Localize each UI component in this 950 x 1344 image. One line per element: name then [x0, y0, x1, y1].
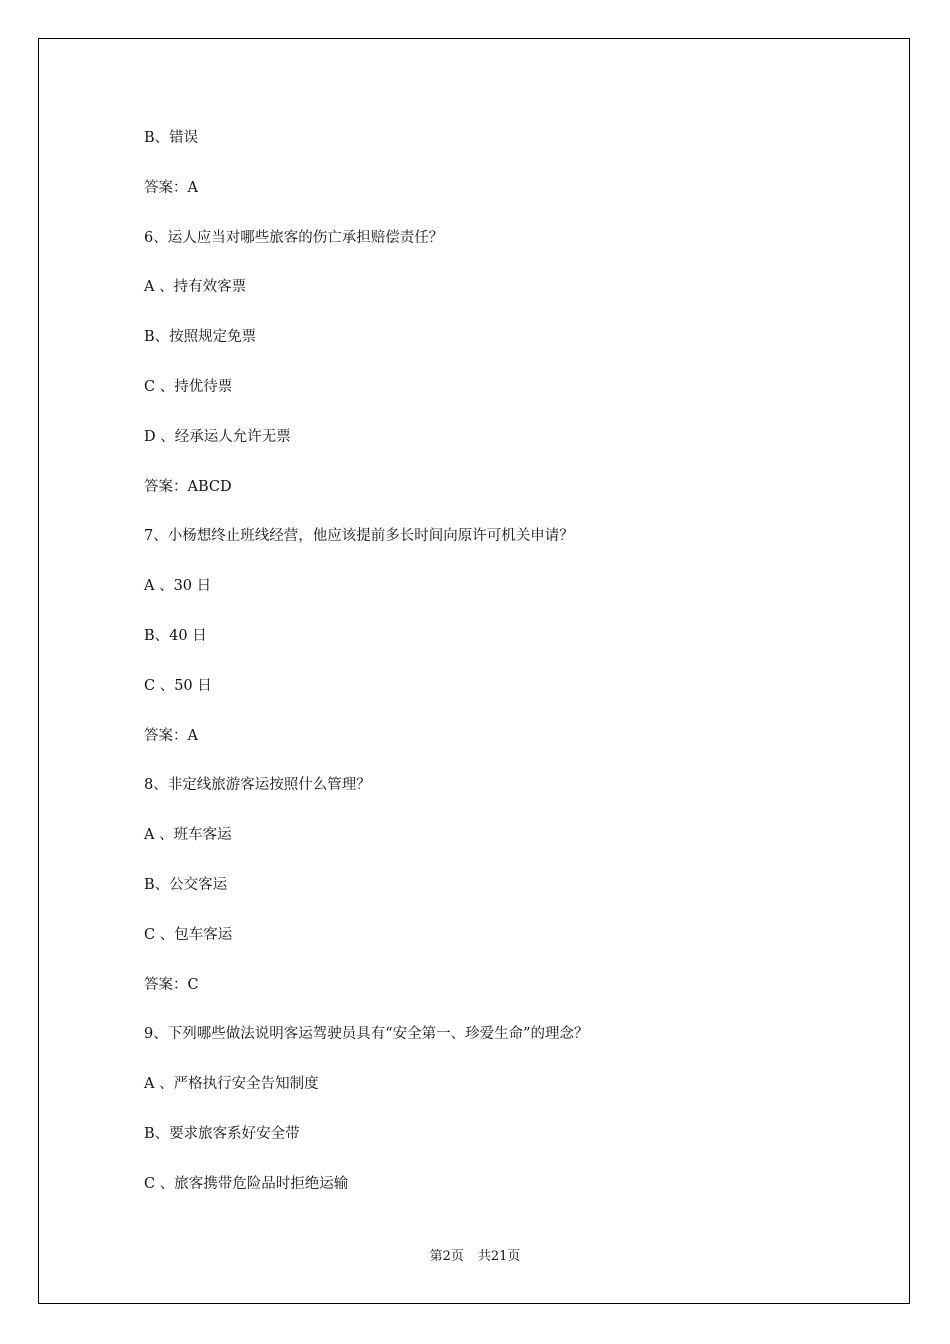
- question-6-option-c: C 、持优待票: [144, 378, 233, 395]
- question-7-option-a: A 、30 日: [144, 578, 212, 595]
- question-7: 7、小杨想终止班线经营，他应该提前多长时间向原许可机关申请？: [144, 528, 574, 545]
- question-6-option-b: B、按照规定免票: [144, 329, 257, 346]
- page-footer: [0, 1247, 950, 1267]
- page-total: 共21页: [477, 1249, 521, 1264]
- page-number: 第2页: [429, 1249, 464, 1264]
- answer-5: 答案：A: [144, 179, 198, 196]
- question-8-option-a: A 、班车客运: [144, 827, 232, 844]
- question-6-option-a: A 、持有效客票: [144, 279, 247, 296]
- question-8-option-b: B、公交客运: [144, 876, 228, 893]
- question-8-option-c: C 、包车客运: [144, 926, 233, 943]
- question-9-option-a: A 、严格执行安全告知制度: [144, 1076, 319, 1093]
- question-9-option-b: B、要求旅客系好安全带: [144, 1125, 300, 1142]
- answer-6: 答案：ABCD: [144, 478, 232, 495]
- question-9-option-c: C 、旅客携带危险品时拒绝运输: [144, 1175, 349, 1192]
- document-body: [144, 126, 844, 1222]
- answer-7: 答案：A: [144, 727, 198, 744]
- question-7-option-b: B、40 日: [144, 627, 207, 644]
- question-9: 9、下列哪些做法说明客运驾驶员具有“安全第一、珍爱生命”的理念？: [144, 1026, 589, 1043]
- answer-8: 答案：C: [144, 976, 199, 993]
- question-6-option-d: D 、经承运人允许无票: [144, 428, 291, 445]
- option-b: B、错误: [144, 130, 199, 146]
- question-7-option-c: C 、50 日: [144, 677, 212, 694]
- question-6: 6、运人应当对哪些旅客的伤亡承担赔偿责任？: [144, 229, 444, 246]
- question-8: 8、非定线旅游客运按照什么管理？: [144, 777, 371, 794]
